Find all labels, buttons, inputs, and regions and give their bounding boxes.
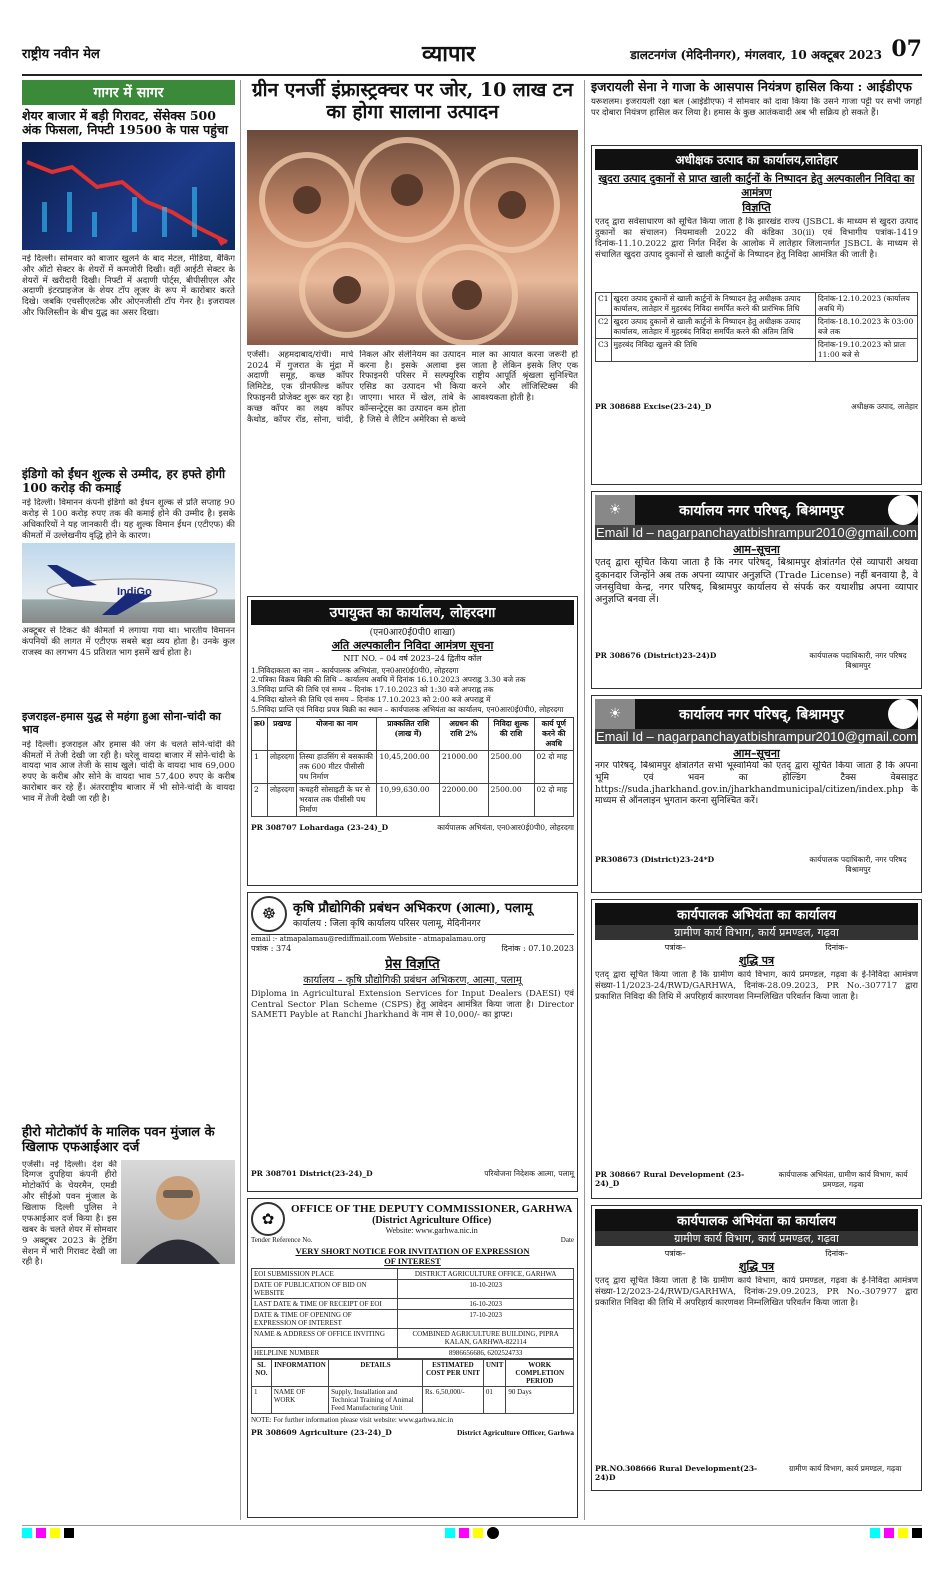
notice-subtitle: कार्यालय : जिला कृषि कार्यालय परिसर पलामू, मेदिनीनगर bbox=[293, 919, 481, 930]
notice-title: कार्यपालक अभियंता का कार्यालय bbox=[595, 1209, 918, 1231]
table-cell: 22000.00 bbox=[440, 784, 489, 817]
notice-bishrampur-2 bbox=[591, 695, 922, 893]
table-cell: Rs. 6,50,000/- bbox=[422, 1386, 483, 1413]
table-cell: NAME OF WORK bbox=[271, 1386, 328, 1413]
magenta-swatch bbox=[36, 1528, 46, 1538]
table-header: INFORMATION bbox=[271, 1359, 328, 1386]
signatory: कार्यपालक अभियंता, ग्रामीण कार्य विभाग, कार्य प्रमण्डल, गढ़वा bbox=[778, 1170, 908, 1190]
table-cell: DISTRICT AGRICULTURE OFFICE, GARHWA bbox=[398, 1268, 574, 1279]
story-body: नई दिल्ली। विमानन कंपनी इंडिगो को ईंधन शुल्क से प्रति सप्ताह 90 करोड़ से 100 करोड़ रुपए तक की कमाई होने की उम्मीद है। इसके अधिकारियों ने यह जानकारी दी। यह शुल्क विमान ईंधन (एटीएफ) की कीमतों में उल्लेखनीय वृद्धि होने के कारण। bbox=[22, 498, 235, 541]
signatory: अधीक्षक उत्पाद, लातेहार bbox=[851, 402, 918, 412]
black-swatch bbox=[912, 1528, 922, 1538]
table-cell: 10,99,630.00 bbox=[377, 784, 440, 817]
table-cell: HELPLINE NUMBER bbox=[252, 1347, 398, 1358]
pr-number: PR 308609 Agriculture (23-24)_D bbox=[251, 1427, 392, 1437]
table-cell: लोहरदगा bbox=[267, 751, 296, 784]
notice-heading: अति अल्पकालीन निविदा आमंत्रण सूचना bbox=[331, 638, 494, 652]
cyan-swatch bbox=[870, 1528, 880, 1538]
notice-email: Email Id – nagarpanchayatbishrampur2010@gmail.com bbox=[595, 525, 918, 541]
table-cell: C3 bbox=[596, 339, 612, 362]
table-cell: तिस्या हाउसिंग से बसकाकी तक 600 मीटर पीसीसी पथ निर्माण bbox=[297, 751, 377, 784]
emblem-icon: ☸ bbox=[251, 896, 287, 932]
table-row bbox=[252, 1279, 574, 1298]
table-cell: 1 bbox=[252, 751, 268, 784]
schedule-table bbox=[595, 292, 918, 362]
pawan-munjal-photo bbox=[121, 1160, 235, 1264]
lead-story-body: एजेंसी। अहमदाबाद/रांची। मार्च 2024 में गुजरात के मुंद्रा में अदाणी समूह, कच्छ कॉपर लिमिटेड, एक ग्रीनफील्ड कॉपर रिफाइनरी प्रोजेक्ट शुरू कर रहा है। कच्छ कॉपर का लक्ष्य कॉपर कैथोड, कॉपर रॉड, सोना, चांदी, निकल और सेलेनियम का उत्पादन करना है। इसके अलावा इस रिफाइनरी परिसर में सल्फ्यूरिक एसिड का उत्पादन भी किया जाएगा। भारत में खेल, तांबे के कॉन्सन्ट्रेट्स का उत्पादन कम होता है जिसे वे लैटिन अमेरिका से कच्चे माल का आयात करना जरूरी हो जाता है लेकिन इसके लिए एक राष्ट्रीय आपूर्ति श्रृंखला सुनिश्चित करने और लॉजिस्टिक्स की आवश्यकता होती है। bbox=[247, 349, 578, 425]
notice-lohardaga bbox=[247, 596, 578, 886]
table-cell: Supply, Installation and Technical Training of Animal Feed Manufacturing Unit bbox=[329, 1386, 423, 1413]
registration-mark-icon bbox=[487, 1527, 499, 1539]
signatory: कार्यपालक पदाधिकारी, नगर परिषद बिश्रामपुर bbox=[809, 651, 907, 671]
svg-text:IndiGo: IndiGo bbox=[117, 586, 152, 599]
section-title: व्यापार bbox=[422, 41, 476, 67]
table-cell: दिनांक-19.10.2023 को प्रातः 11:00 बजे से bbox=[815, 339, 917, 362]
table-header: अग्रधन की राशि 2% bbox=[440, 718, 489, 751]
registration-bar bbox=[22, 1525, 922, 1539]
story-body: अक्टूबर से टिकट की कीमतों में लगाया गया था। भारतीय विमानन कंपनियों की लागत में एटीएफ सबसे बड़ा व्यय होता है। उनके कुल राजस्व का लगभग 45 प्रतिशत भाग इसमें खर्च होता है। bbox=[22, 626, 235, 659]
table-cell: C2 bbox=[596, 316, 612, 339]
notice-heading: VERY SHORT NOTICE FOR INVITATION OF EXPRESSION OF INTEREST bbox=[295, 1245, 530, 1266]
notice-garhwa-rwd-1 bbox=[591, 899, 922, 1199]
table-cell: NAME & ADDRESS OF OFFICE INVITING bbox=[252, 1328, 398, 1347]
ref-number: पत्रांक : 374 bbox=[251, 943, 292, 953]
notice-subtitle: (एन0आर0ई0पी0 शाखा) bbox=[369, 627, 456, 638]
notice-body: एतद् द्वारा सर्वसाधारण को सूचित किया जाता है कि झारखंड राज्य (JSBCL के माध्यम से खुदरा उत्पाद दुकानों का संचालन) नियमावली 2022 की कंडिका 30(ii) एवं विभागीय पत्रांक-1419 दिनांक-11.10.2022 द्वारा निर्गत निर्देश के आलोक में लातेहार जिलान्तर्गत JSBCL के माध्यम से संचालित खुदरा उत्पाद दुकानों से खाली कार्टुनों के निष्पादन हेतु निविदा आमंत्रित की जाती है। bbox=[595, 217, 918, 260]
yellow-swatch bbox=[50, 1528, 60, 1538]
table-cell: दिनांक-18.10.2023 के 03:00 बजे तक bbox=[815, 316, 917, 339]
notice-note: NOTE: For further information please visit website: www.garhwa.nic.in bbox=[251, 1415, 454, 1424]
work-table bbox=[251, 1359, 574, 1414]
emblem-icon: ✿ bbox=[251, 1202, 285, 1236]
tender-table bbox=[251, 717, 574, 817]
notice-atma bbox=[247, 892, 578, 1192]
nit-number: NIT NO. – 04 वर्ष 2023–24 द्वितीय कॉल bbox=[343, 653, 482, 663]
story-headline: इजरायली सेना ने गाजा के आसपास नियंत्रण हासिल किया : आईडीएफ bbox=[591, 79, 912, 94]
magenta-swatch bbox=[459, 1528, 469, 1538]
notice-body: एतद् द्वारा सूचित किया जाता है कि नगर परिषद्, बिश्रामपुर क्षेत्रांतर्गत ऐसे व्यापारी अथवा दुकानदार जिन्होंने अब तक अपना व्यापार अनुज्ञप्ति (Trade License) नहीं बनवाया है, वे जनसुविधा केन्द्र, नगर परिषद्, बिश्रामपुर कार्यालय से संपर्क कर यथाशीघ्र अपना व्यापार अनुज्ञप्ति बनवा लें। bbox=[595, 557, 918, 606]
table-cell: 8986656686, 6202524733 bbox=[398, 1347, 574, 1358]
story-headline: इंडिगो को ईंधन शुल्क से उम्मीद, हर हफ्ते होगी 100 करोड़ की कमाई bbox=[22, 466, 226, 495]
notice-body: नगर परिषद्, बिश्रामपुर क्षेत्रांतर्गत सभी भूस्वामियों को एतद् द्वारा सूचित किया जाता है कि अपना भूमि एवं भवन का होल्डिंग टैक्स वेबसाइट https://suda.jharkhand.gov.in/jharkhandmunicipal/citizen/index.php के माध्यम से ऑनलाइन भुगतान करना सुनिश्चित करें। bbox=[595, 761, 918, 807]
notice-title: कार्यालय नगर परिषद्, बिश्रामपुर bbox=[679, 706, 844, 723]
table-header: WORK COMPLETION PERIOD bbox=[506, 1359, 574, 1386]
notice-date: दिनांक– bbox=[825, 1249, 849, 1259]
table-cell: DATE OF PUBLICATION OF BID ON WEBSITE bbox=[252, 1279, 398, 1298]
notice-heading: शुद्धि पत्र bbox=[738, 954, 775, 968]
table-cell: मुहरबंद निविदा खुलने की तिथि bbox=[611, 339, 815, 362]
yellow-swatch bbox=[898, 1528, 908, 1538]
table-header: प्राक्कलित राशि (लाख में) bbox=[377, 718, 440, 751]
table-cell: 2500.00 bbox=[488, 784, 534, 817]
table-row bbox=[252, 1328, 574, 1347]
table-row bbox=[252, 751, 574, 784]
notice-title: अधीक्षक उत्पाद का कार्यालय,लातेहार bbox=[595, 149, 918, 170]
notice-body: एतद् द्वारा सूचित किया जाता है कि ग्रामीण कार्य विभाग, कार्य प्रमण्डल, गढ़वा के ई-निविदा आमंत्रण संख्या-12/2023-24/RWD/GARHWA, दिनांक-29.09.2023, PR No.-307977 द्वारा प्रकाशित निविदा की तिथि में अपरिहार्य कारणवश निम्नलिखित परिवर्तन किया जाता है। bbox=[595, 1276, 918, 1309]
pr-number: PR.NO.308666 Rural Development(23-24)D bbox=[595, 1464, 758, 1483]
story-headline: हीरो मोटोकॉर्प के मालिक पवन मुंजाल के खिलाफ एफआईआर दर्ज bbox=[22, 1124, 215, 1155]
yellow-swatch bbox=[473, 1528, 483, 1538]
table-row bbox=[252, 784, 574, 817]
masthead bbox=[22, 34, 922, 76]
notice-row: 4.निविदा खोलने की तिथि एवं समय – दिनांक 17.10.2023 को 2:00 बजे अपराह्न में bbox=[251, 694, 491, 704]
center-column bbox=[240, 80, 578, 1520]
table-header: निविदा शुल्क की राशि bbox=[488, 718, 534, 751]
notice-utpad bbox=[591, 145, 922, 485]
table-cell: 1 bbox=[252, 1386, 272, 1413]
table-cell: 02 दो माह bbox=[534, 751, 574, 784]
logo-icon: ☀ bbox=[595, 495, 635, 525]
notice-garhwa-rwd-2 bbox=[591, 1205, 922, 1491]
notice-date: दिनांक : 07.10.2023 bbox=[501, 943, 574, 953]
table-cell: कचहरी सोसाइटी के घर से भरवाल तक पीसीसी पथ निर्माण bbox=[297, 784, 377, 817]
newspaper-logo: राष्ट्रीय नवीन मेल bbox=[22, 47, 100, 62]
notice-heading: आम–सूचना bbox=[733, 543, 780, 557]
table-row bbox=[252, 1386, 574, 1413]
table-header: प्रखण्ड bbox=[267, 718, 296, 751]
date-label: Date bbox=[560, 1235, 574, 1244]
pr-number: PR 308667 Rural Development (23-24)_D bbox=[595, 1170, 745, 1189]
table-header: UNIT bbox=[483, 1359, 506, 1386]
ref-number: पत्रांक– bbox=[664, 943, 686, 953]
notice-row: 3.निविदा प्राप्ति की तिथि एवं समय – दिनांक 17.10.2023 को 1:30 बजे अपराह्न तक bbox=[251, 685, 494, 695]
dateline: डालटनगंज (मेदिनीनगर), मंगलवार, 10 अक्टूबर 2023 bbox=[630, 48, 882, 62]
pr-number: PR 308688 Excise(23-24)_D bbox=[595, 402, 712, 412]
notice-subheading: विज्ञप्ति bbox=[742, 201, 771, 215]
table-cell: 21000.00 bbox=[440, 751, 489, 784]
notice-heading: आम–सूचना bbox=[733, 747, 780, 761]
notice-heading: शुद्धि पत्र bbox=[738, 1260, 775, 1274]
emblem-icon bbox=[888, 495, 918, 525]
pr-number: PR 308701 District(23-24)_D bbox=[251, 1168, 373, 1178]
table-cell: 10,45,200.00 bbox=[377, 751, 440, 784]
lead-headline: ग्रीन एनर्जी इंफ्रास्ट्रक्चर पर जोर, 10 लाख टन का होगा सालाना उत्पादन bbox=[251, 79, 574, 123]
table-header: ESTIMATED COST PER UNIT bbox=[422, 1359, 483, 1386]
notice-heading: खुदरा उत्पाद दुकानों से प्राप्त खाली कार्टुनों के निष्पादन हेतु अल्पकालीन निविदा का आमंत्रण bbox=[598, 173, 915, 200]
table-header: क्र0 bbox=[252, 718, 268, 751]
notice-row: 5.निविदा प्राप्ति एवं निविदा प्रपत्र बिक्री का स्थान – कार्यपालक अभियंता का कार्यालय, एन0आर0ई0पी0, लोहरदगा bbox=[251, 704, 564, 714]
notice-garhwa-dc bbox=[247, 1198, 578, 1518]
story-body: एजेंसी। नई दिल्ली। देश की दिग्गज दुपहिया कंपनी हीरो मोटोकॉर्प के चेयरमैन, एमडी और सीईओ पवन मुंजाल के खिलाफ दिल्ली पुलिस ने एफआईआर दर्ज किया है। इस खबर के चलते शेयर में सोमवार 9 अक्टूबर 2023 के ट्रेडिंग सेशन में भारी गिरावट देखी जा रही है। bbox=[22, 1159, 117, 1268]
table-header: योजना का नाम bbox=[297, 718, 377, 751]
table-row bbox=[252, 1347, 574, 1358]
table-cell: खुदरा उत्पाद दुकानों से खाली कार्टुनों के निष्पादन हेतु अधीक्षक उत्पाद कार्यालय, लातेहार में मुहरबंद निविदा समर्पित करने की प्रारंभिक तिथि bbox=[611, 293, 815, 316]
stock-chart-image bbox=[22, 142, 235, 250]
emblem-icon bbox=[888, 699, 918, 729]
notice-subtitle: (District Agriculture Office) bbox=[372, 1214, 492, 1226]
table-cell: खुदरा उत्पाद दुकानों से खाली कार्टुनों के निष्पादन हेतु अधीक्षक उत्पाद कार्यालय, लातेहार में मुहरबंद निविदा समर्पित करने की अंतिम तिथि bbox=[611, 316, 815, 339]
pr-number: PR 308676 (District)23-24)D bbox=[595, 651, 717, 661]
notice-subheading: कार्यालय – कृषि प्रौद्योगिकी प्रबंधन अभिकरण, आत्मा, पलामू bbox=[303, 974, 522, 986]
notice-title: कार्यालय नगर परिषद्, बिश्रामपुर bbox=[679, 502, 844, 519]
right-column bbox=[584, 80, 922, 1520]
table-cell: दिनांक-12.10.2023 (कार्यालय अवधि में) bbox=[815, 293, 917, 316]
notice-row: 1.निविदाकाता का नाम – कार्यपालक अभियंता, एन0आर0ई0पी0, लोहरदगा bbox=[251, 665, 459, 675]
table-header: DETAILS bbox=[329, 1359, 423, 1386]
section-banner: गागर में सागर bbox=[22, 80, 235, 105]
notice-title: कार्यपालक अभियंता का कार्यालय bbox=[595, 903, 918, 925]
table-header: कार्य पूर्ण करने की अवधि bbox=[534, 718, 574, 751]
notice-email: email :- atmapalamau@rediffmail.com Website - atmapalamau.org bbox=[251, 934, 486, 943]
notice-body: एतद् द्वारा सूचित किया जाता है कि ग्रामीण कार्य विभाग, कार्य प्रमण्डल, गढ़वा के ई-निविदा आमंत्रण संख्या-11/2023-24/RWD/GARHWA, दिनांक-28.09.2023, PR No.-307717 द्वारा प्रकाशित निविदा की तिथि में अपरिहार्य कारणवश निम्नलिखित परिवर्तन किया जाता है। bbox=[595, 970, 918, 1003]
copper-coils-image bbox=[247, 130, 578, 345]
table-cell: COMBINED AGRICULTURE BUILDING, PIPRA KALAN, GARHWA-822114 bbox=[398, 1328, 574, 1347]
story-body: नई दिल्ली। इजराइल और हमास की जंग के चलते सोने-चांदी की कीमतों में तेजी देखी जा रही है। घरेलू वायदा बाजार में सोने-चांदी के वायदा भाव आज तेजी के साथ खुले। चांदी के वायदा भाव 69,000 रुपए के करीब और सोने के वायदा भाव 57,400 रुपए के करीब कारोबार कर रहे हैं। अंतरराष्ट्रीय बाजार में भी सोने-चांदी के वायदा भाव में तेजी देखी जा रही है। bbox=[22, 739, 235, 804]
notice-body: Diploma in Agricultural Extension Services for Input Dealers (DAESI) एवं Central Sector Plan Scheme (CSPS) हेतु आवेदन आमंत्रित किया जाता है। Director SAMETI Payble at Ranchi Jharkhand के नाम से 10,000/- का ड्राफ्ट। bbox=[251, 988, 574, 1021]
left-column bbox=[22, 80, 235, 1520]
pr-number: PR308673 (District)23-24*D bbox=[595, 855, 715, 865]
table-cell: 10-10-2023 bbox=[398, 1279, 574, 1298]
signatory: ग्रामीण कार्य विभाग, कार्य प्रमण्डल, गढ़वा bbox=[789, 1464, 902, 1474]
notice-website: Website: www.garhwa.nic.in bbox=[385, 1225, 478, 1235]
signatory: परियोजना निदेशक आत्मा, पलामू bbox=[484, 1168, 574, 1178]
table-row bbox=[252, 1298, 574, 1309]
indigo-plane-image bbox=[22, 543, 235, 623]
table-cell: लोहरदगा bbox=[267, 784, 296, 817]
tender-ref: Tender Reference No. bbox=[251, 1235, 313, 1244]
table-row bbox=[252, 1268, 574, 1279]
notice-title: उपायुक्त का कार्यालय, लोहरदगा bbox=[251, 600, 574, 625]
table-header: SL NO. bbox=[252, 1359, 272, 1386]
table-cell: 2 bbox=[252, 784, 268, 817]
table-cell: 16-10-2023 bbox=[398, 1298, 574, 1309]
table-cell: 90 Days bbox=[506, 1386, 574, 1413]
signatory: District Agriculture Officer, Garhwa bbox=[456, 1427, 574, 1437]
notice-date: दिनांक– bbox=[825, 943, 849, 953]
notice-bishrampur-1 bbox=[591, 491, 922, 689]
table-cell: 02 दो माह bbox=[534, 784, 574, 817]
table-row bbox=[596, 293, 918, 316]
story-body: नई दिल्ली। सोमवार को बाजार खुलने के बाद मेटल, मीडिया, बैंकिंग और ऑटो सेक्टर के शेयरों में कमजोरी दिखी। वहीं आईटी सेक्टर के शेयरों में खरीदारी दिखी। निफ्टी में अदाणी पोर्ट्स, बीपीसीएल और अदाणी इंटरप्राइजेज के शेयर टॉप लूजर के रूप में कारोबार करते दिखे। जबकि एचसीएलटेक और ओएनजीसी टॉप गेनर है। इजरायल और फिलिस्तीन के बीच युद्ध का असर दिखा। bbox=[22, 253, 235, 319]
notice-title: OFFICE OF THE DEPUTY COMMISSIONER, GARHWA bbox=[291, 1202, 573, 1215]
logo-icon: ☀ bbox=[595, 699, 635, 729]
pr-number: PR 308707 Lohardaga (23-24)_D bbox=[251, 823, 389, 833]
table-cell: DATE & TIME OF OPENING OF EXPRESSION OF INTEREST bbox=[252, 1309, 398, 1328]
table-row bbox=[252, 1309, 574, 1328]
cyan-swatch bbox=[22, 1528, 32, 1538]
notice-row: 2.पत्रिका विक्रय बिक्री की तिथि – कार्यालय अवधि में दिनांक 16.10.2023 अपराह्न 3.30 बजे तक bbox=[251, 675, 526, 685]
black-swatch bbox=[64, 1528, 74, 1538]
notice-subtitle: ग्रामीण कार्य विभाग, कार्य प्रमण्डल, गढ़वा bbox=[595, 925, 918, 940]
notice-subtitle: ग्रामीण कार्य विभाग, कार्य प्रमण्डल, गढ़वा bbox=[595, 1231, 918, 1246]
signatory: कार्यपालक पदाधिकारी, नगर परिषद बिश्रामपुर bbox=[809, 855, 907, 875]
story-headline: शेयर बाजार में बड़ी गिरावट, सेंसेक्स 500 अंक फिसला, निफ्टी 19500 के पास पहुंचा bbox=[22, 108, 229, 138]
table-row bbox=[596, 339, 918, 362]
signatory: कार्यपालक अभियंता, एन0आर0ई0पी0, लोहरदगा bbox=[437, 823, 574, 833]
table-cell: EOI SUBMISSION PLACE bbox=[252, 1268, 398, 1279]
table-cell: 01 bbox=[483, 1386, 506, 1413]
notice-title: कृषि प्रौद्योगिकी प्रबंधन अभिकरण (आत्मा), पलामू bbox=[293, 901, 533, 917]
page-number: 07 bbox=[891, 36, 922, 62]
story-headline: इजराइल-हमास युद्ध से महंगा हुआ सोना-चांदी का भाव bbox=[22, 710, 221, 736]
table-cell: 17-10-2023 bbox=[398, 1309, 574, 1328]
table-row bbox=[596, 316, 918, 339]
story-body: यरूशलम। इजरायली रक्षा बल (आईडीएफ) ने सोमवार को दावा किया कि उसने गाजा पट्टी पर सभी जगहों पर दोबारा नियंत्रण हासिल कर लिया है। हमास के कुछ आतंकवादी अब भी सक्रिय हो सकते हैं। bbox=[591, 97, 922, 119]
table-cell: 2500.00 bbox=[488, 751, 534, 784]
magenta-swatch bbox=[884, 1528, 894, 1538]
notice-email: Email Id – nagarpanchayatbishrampur2010@gmail.com bbox=[595, 729, 918, 745]
eoi-table bbox=[251, 1268, 574, 1359]
notice-heading: प्रेस विज्ञप्ति bbox=[385, 956, 440, 972]
table-cell: LAST DATE & TIME OF RECEIPT OF EOI bbox=[252, 1298, 398, 1309]
table-cell: C1 bbox=[596, 293, 612, 316]
ref-number: पत्रांक– bbox=[664, 1249, 686, 1259]
cyan-swatch bbox=[445, 1528, 455, 1538]
